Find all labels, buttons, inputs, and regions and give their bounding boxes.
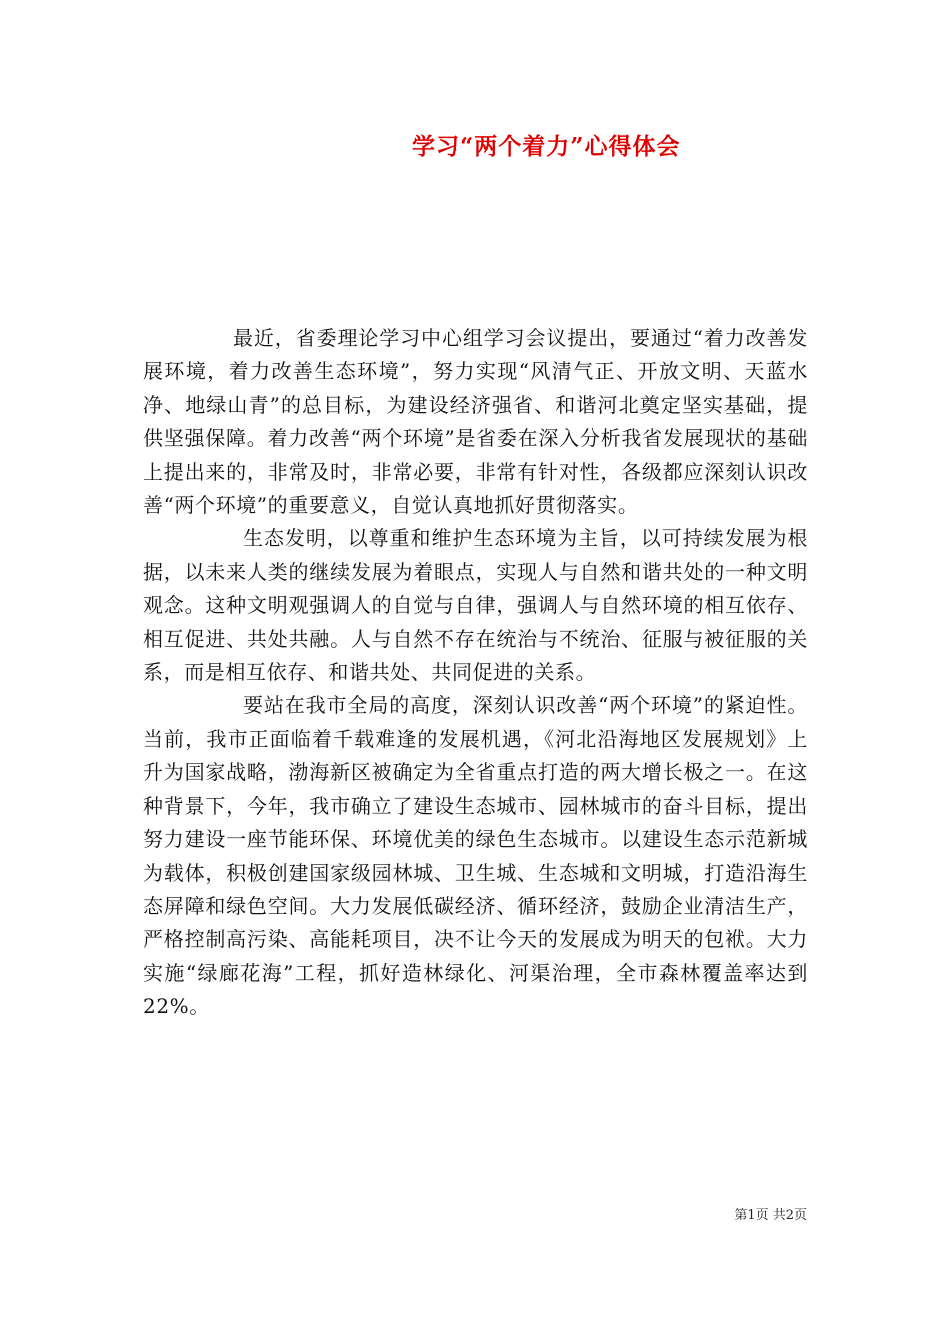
paragraph: 要站在我市全局的高度，深刻认识改善“两个环境”的紧迫性。当前，我市正面临着千载难逢的发展机遇，《河北沿海地区发展规划》上升为国家战略，渤海新区被确定为全省重点打造的两大增长极之一。在这种背景下，今年，我市确立了建设生态城市、园林城市的奋斗目标，提出努力建设一座节能环保、环境优美的绿色生态城市。以建设生态示范新城为载体，积极创建国家级园林城、卫生城、生态城和文明城，打造沿海生态屏障和绿色空间。大力发展低碳经济、循环经济，鼓励企业清洁生产，严格控制高污染、高能耗项目，决不让今天的发展成为明天的包袱。大力实施“绿廊花海”工程，抓好造林绿化、河渠治理，全市森林覆盖率达到22%。 xyxy=(143,693,808,1019)
paragraph: 生态发明，以尊重和维护生态环境为主旨，以可持续发展为根据，以未来人类的继续发展为着眼点，实现人与自然和谐共处的一种文明观念。这种文明观强调人的自觉与自律，强调人与自然环境的相互依存、相互促进、共处共融。人与自然不存在统治与不统治、征服与被征服的关系，而是相互依存、和谐共处、共同促进的关系。 xyxy=(143,526,808,685)
page-number-footer: 第1页 共2页 xyxy=(734,1208,807,1223)
page-title: 学习“两个着力”心得体会 xyxy=(412,133,681,160)
document-body xyxy=(143,322,808,1024)
paragraph: 最近，省委理论学习中心组学习会议提出，要通过“着力改善发展环境，着力改善生态环境”，努力实现“风清气正、开放文明、天蓝水净、地绿山青”的总目标，为建设经济强省、和谐河北奠定坚实基础，提供坚强保障。着力改善“两个环境”是省委在深入分析我省发展现状的基础上提出来的，非常及时，非常必要，非常有针对性，各级都应深刻认识改善“两个环境”的重要意义，自觉认真地抓好贯彻落实。 xyxy=(143,326,808,518)
